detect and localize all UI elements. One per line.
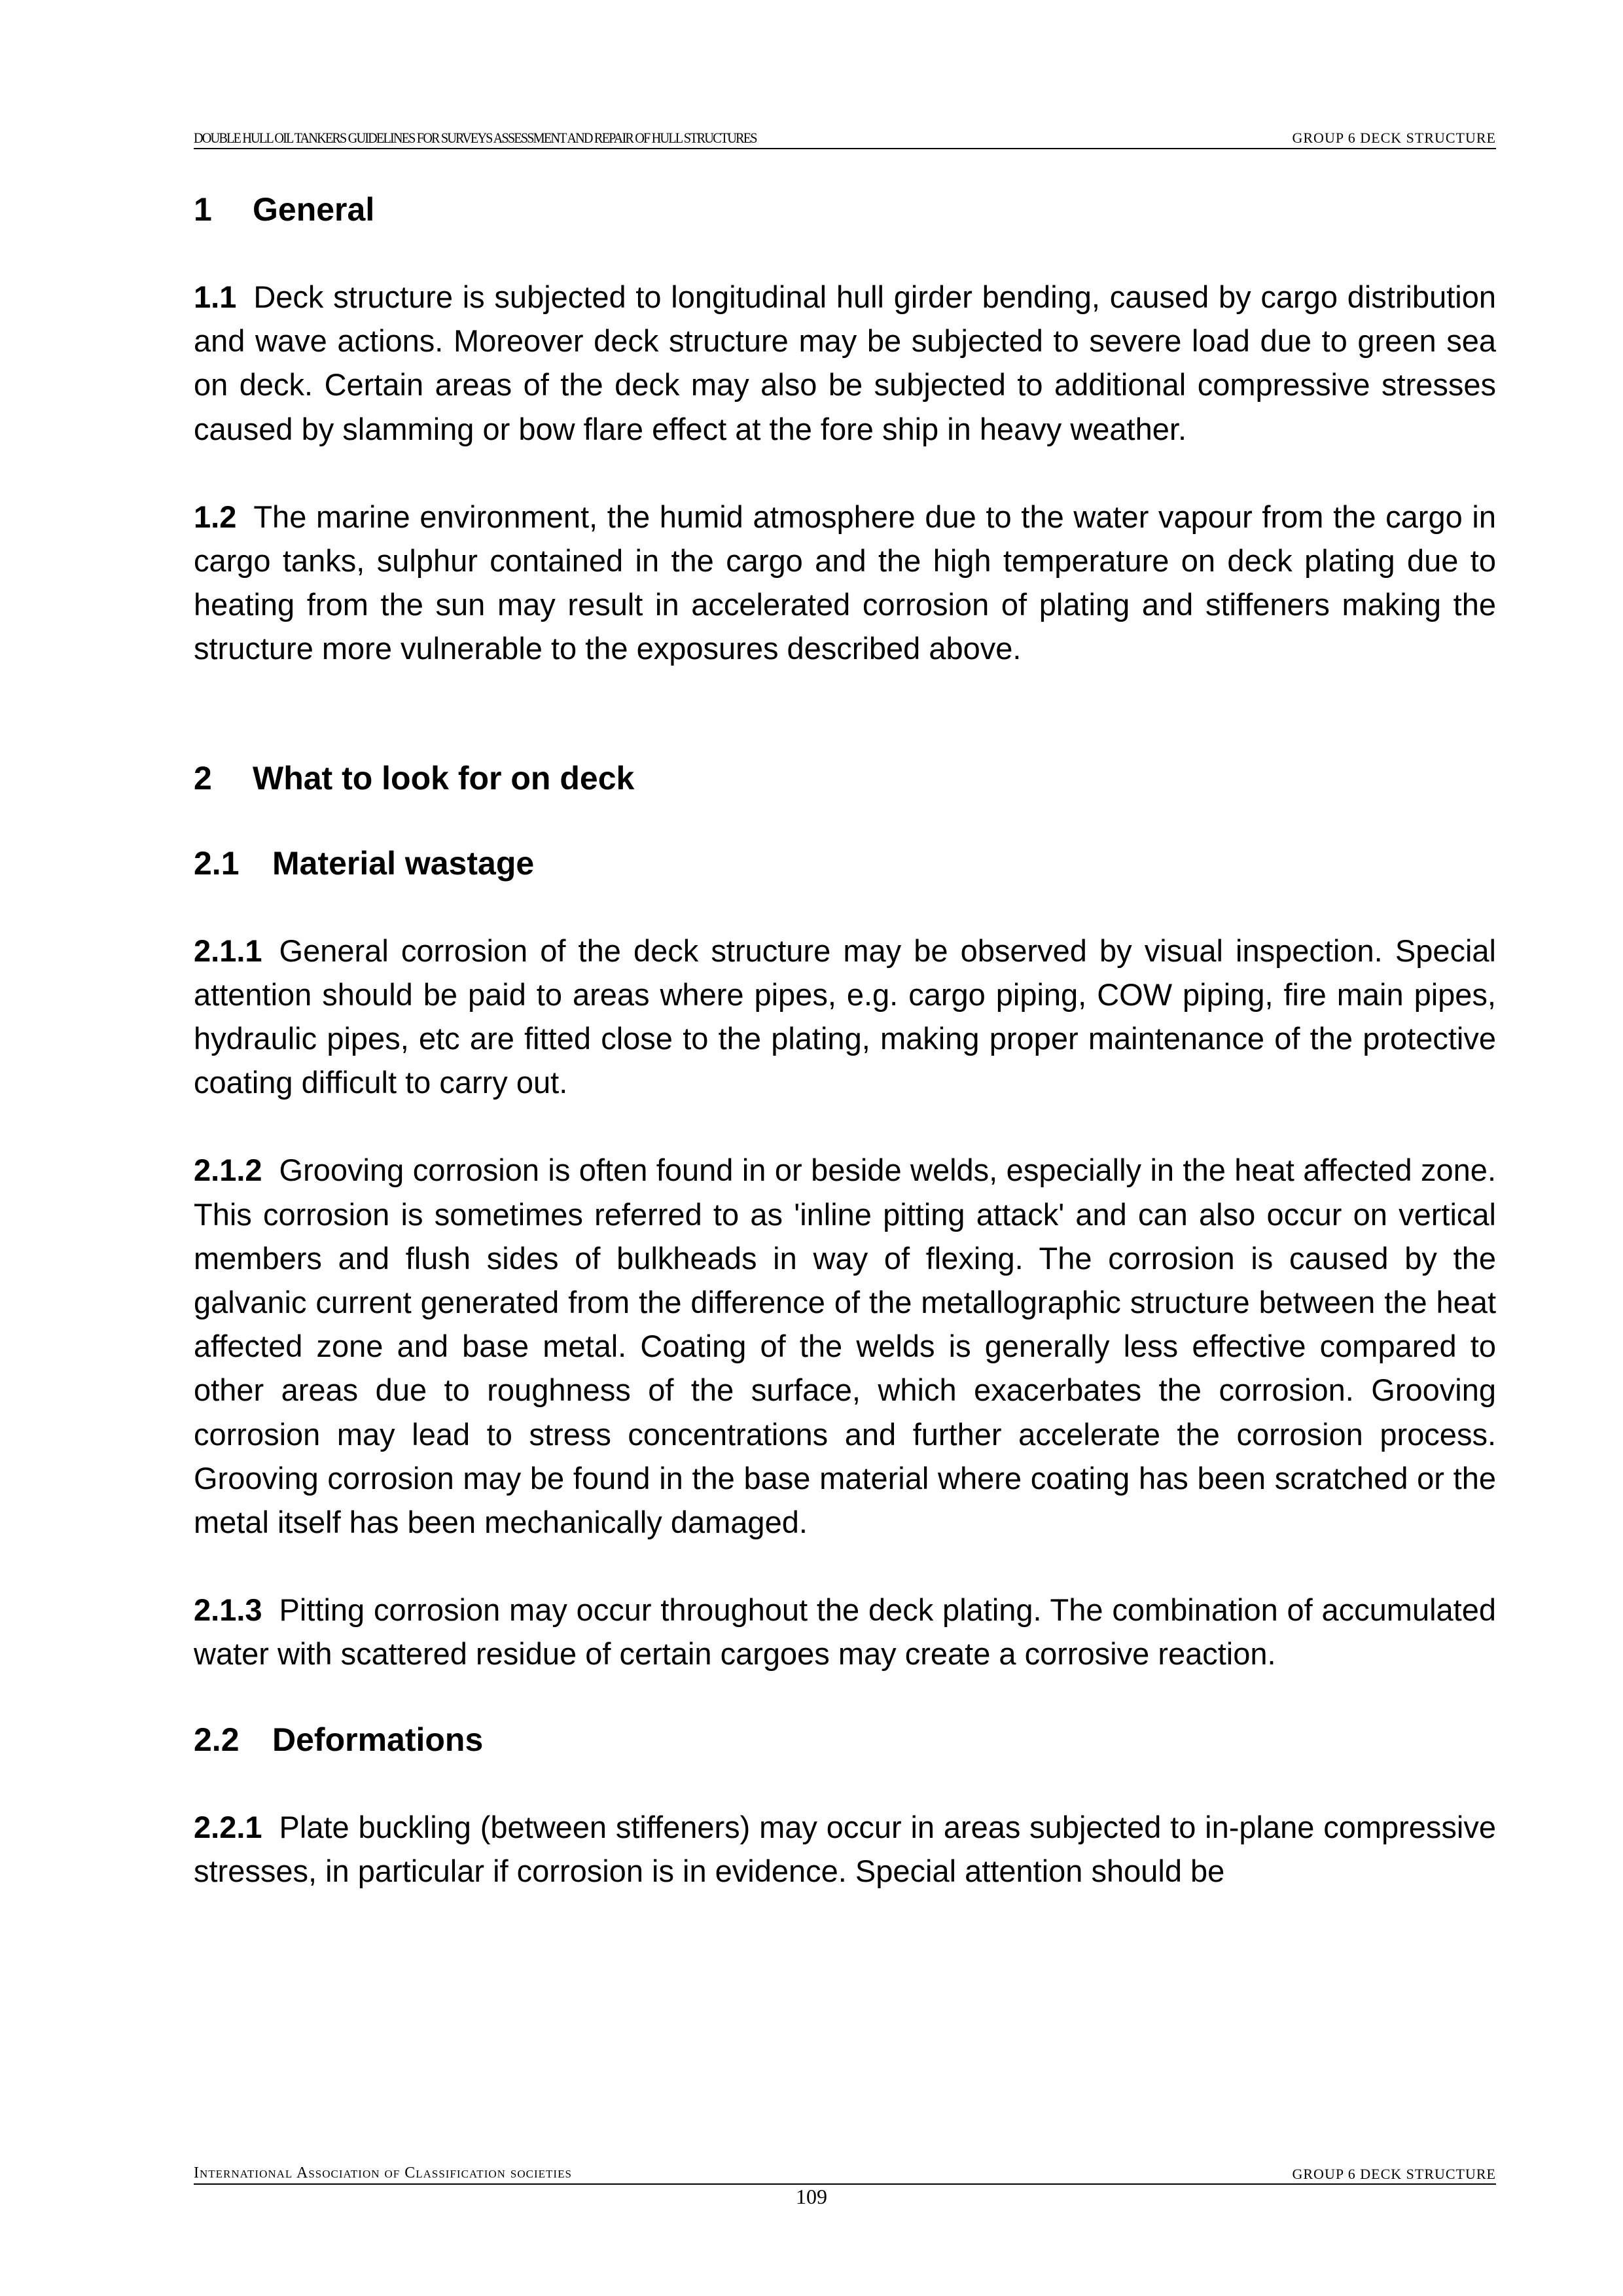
paragraph-text: Grooving corrosion is often found in or beside welds, especially in the heat affected zone. This corrosion is sometimes referred to as 'inline pitting attack' and can also occur on vertical members and flush sides of bulkheads in way of flexing. The corrosion is caused by the galvanic current generated from the difference of the metallographic structure between the heat affected zone and base metal. Coating of the welds is generally less effective compared to other areas due to roughness of the surface, which exacerbates the corrosion. Grooving corrosion may lead to stress concentrations and further accelerate the corrosion process. Grooving corrosion may be found in the base material where coating has been scratched or the metal itself has been mechanically damaged. (194, 1153, 1496, 1540)
paragraph-number: 2.1.1 (194, 933, 262, 968)
header-document-title: DOUBLE HULL OIL TANKERS GUIDELINES FOR SURVEYS ASSESSMENT AND REPAIR OF HULL STRUCTURES (194, 130, 757, 146)
paragraph-number: 1.2 (194, 499, 237, 534)
paragraph-2-2-1 (194, 1805, 1496, 1893)
section-number: 1 (194, 191, 212, 228)
running-header (194, 128, 1496, 149)
document-body (194, 190, 1496, 1937)
paragraph-text: Deck structure is subjected to longitudinal hull girder bending, caused by cargo distribution and wave actions. Moreover deck structure may be subjected to severe load due to green sea on deck. Certain areas of the deck may also be subjected to additional compressive stresses caused by slamming or bow flare effect at the fore ship in heavy weather. (194, 279, 1496, 446)
subsection-title: Deformations (272, 1721, 484, 1758)
paragraph-text: Plate buckling (between stiffeners) may occur in areas subjected to in-plane compressive stresses, in particular if corrosion is in evidence. Special attention should be (194, 1809, 1496, 1888)
paragraph-number: 1.1 (194, 279, 237, 314)
section-number: 2 (194, 759, 212, 797)
footer-group-title: GROUP 6 DECK STRUCTURE (1292, 2166, 1496, 2182)
paragraph-text: Pitting corrosion may occur throughout the deck plating. The combination of accumulated water with scattered residue of certain cargoes may create a corrosive reaction. (194, 1592, 1496, 1672)
section-title: What to look for on deck (253, 759, 635, 797)
paragraph-text: General corrosion of the deck structure may be observed by visual inspection. Special attention should be paid to areas where pipes, e.g. cargo piping, COW piping, fire main pipes, hydraulic pipes, etc are fitted close to the plating, making proper maintenance of the protective coating difficult to carry out. (194, 933, 1496, 1100)
paragraph-2-1-3 (194, 1588, 1496, 1676)
subsection-number: 2.2 (194, 1721, 240, 1758)
header-group-title: GROUP 6 DECK STRUCTURE (1292, 130, 1496, 146)
subsection-heading-deformations (194, 1720, 1496, 1759)
section-heading-general (194, 190, 1496, 229)
running-footer (194, 2164, 1496, 2185)
paragraph-2-1-2 (194, 1148, 1496, 1544)
subsection-number: 2.1 (194, 844, 240, 882)
paragraph-number: 2.2.1 (194, 1809, 262, 1844)
paragraph-2-1-1 (194, 929, 1496, 1105)
section-title: General (253, 191, 375, 228)
page-number: 109 (796, 2185, 827, 2208)
subsection-title: Material wastage (272, 844, 535, 882)
section-heading-what-to-look-for (194, 759, 1496, 798)
paragraph-text: The marine environment, the humid atmosphere due to the water vapour from the cargo in cargo tanks, sulphur contained in the cargo and the high temperature on deck plating due to heating from the sun may result in accelerated corrosion of plating and stiffeners making the structure more vulnerable to the exposures described above. (194, 499, 1496, 666)
section-spacer (194, 715, 1496, 759)
footer-organization: International Association of Classification societies (194, 2164, 572, 2181)
paragraph-1-1 (194, 275, 1496, 451)
paragraph-number: 2.1.2 (194, 1153, 262, 1188)
paragraph-1-2 (194, 495, 1496, 671)
subsection-heading-material-wastage (194, 844, 1496, 883)
paragraph-number: 2.1.3 (194, 1592, 262, 1628)
